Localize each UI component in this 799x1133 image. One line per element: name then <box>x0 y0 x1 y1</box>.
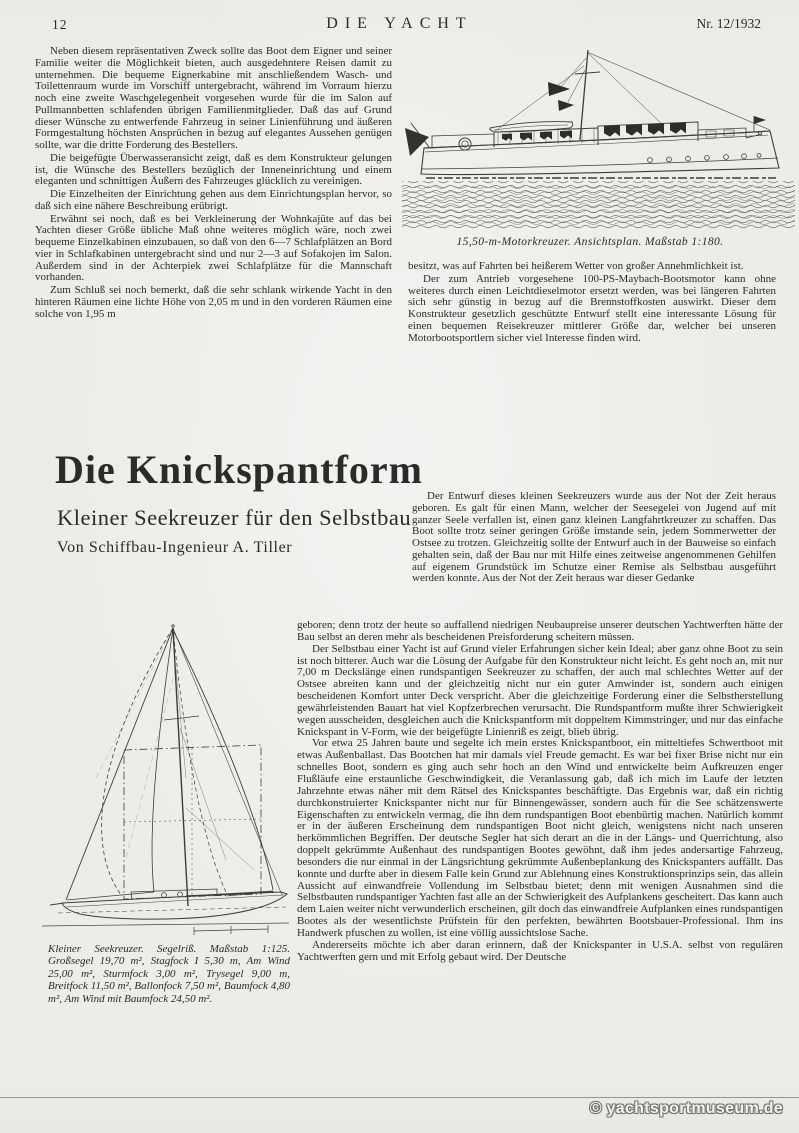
sail-plan-drawing <box>36 608 296 940</box>
paragraph: Zum Schluß sei noch bemerkt, daß die sehr schlank wirkende Yacht in den hinteren Räumen eine lichte Höhe von 2,05 m und in den vorderen Räumen eine solche von 1,95 m <box>35 284 392 320</box>
magazine-title: DIE YACHT <box>326 15 473 32</box>
article-subtitle: Kleiner Seekreuzer für den Selbstbau <box>57 505 412 530</box>
paragraph: Die beigefügte Überwasseransicht zeigt, daß es dem Konstrukteur gelungen ist, die Wünsche des Bestellers bezüglich der Inneneinrichtung und einem eleganten und schnittigen Äußern des Fahrzeuges glücklich zu vereinigen. <box>35 151 392 188</box>
page-bottom-rule <box>0 1097 799 1098</box>
issue-number: Nr. 12/1932 <box>696 16 761 31</box>
motor-cruiser-drawing <box>402 44 795 232</box>
article-body <box>297 620 783 963</box>
article-byline: Von Schiffbau-Ingenieur A. Tiller <box>57 539 293 556</box>
sail-plan-illustration <box>36 608 296 940</box>
paragraph: Der Entwurf dieses kleinen Seekreuzers wurde aus der Not der Zeit heraus geboren. Es galt für einen Mann, welcher der Seesegelei von Jugend auf mit ganzer Seele verfallen ist, einen ganz kleinen Langfahrtkreuzer zu schaffen. Das Boot sollte trotz seiner geringen Größe imstande sein, jedem Sommerwetter der Ostsee zu trotzen. Gleichzeitig sollte der Entwurf auch in der Bauweise so einfach gehalten sein, daß der Bau nur mit Hilfe eines zeitweise angenommenen Gehilfen auf eigenem Grundstück im Schutze einer Remise als Selbstbau ausgeführt werden konnte. Aus der Not der Zeit heraus war dieser Gedanke <box>412 490 776 585</box>
motor-article-right-column <box>408 261 776 345</box>
paragraph: besitzt, was auf Fahrten bei heißerem Wetter von großer Annehmlichkeit ist. <box>408 260 744 272</box>
paragraph: Die Einzelheiten der Einrichtung gehen aus dem Einrichtungsplan hervor, so daß sich eine nähere Beschreibung erübrigt. <box>35 188 392 212</box>
paragraph: Der zum Antrieb vorgesehene 100-PS-Maybach-Bootsmotor kann ohne weiteres durch einen Leichtdieselmotor ersetzt werden, was bei längeren Fahrten sich sehr günstig in bezug auf die Brennstoffkosten auswirkt. Dieser dem Konstrukteur gesetzlich geschützte Entwurf stellt eine interessante Lösung für einen bequemen Reisekreuzer mittlerer Größe dar, welcher bei unseren Motorbootsportlern sicher viel Interesse finden wird. <box>408 272 776 344</box>
watermark: © yachtsportmuseum.de <box>589 1100 783 1117</box>
sail-plan-figure-caption: Kleiner Seekreuzer. Segelriß. Maßstab 1:125. Großsegel 19,70 m², Stagfock I 5,30 m, Am Wind 25,00 m², Sturmfock 3,00 m², Trysegel 9,00 m, Breitfock 11,50 m², Ballonfock 7,50 m², Baumfock 4,80 m², Am Wind mit Baumfock 24,50 m². <box>48 943 290 1005</box>
article-title: Die Knickspantform <box>55 447 423 492</box>
motor-cruiser-figure-caption: 15,50-m-Motorkreuzer. Ansichtsplan. Maßstab 1:180. <box>456 236 724 248</box>
paragraph: Erwähnt sei noch, daß es bei Verkleinerung der Wohnkajüte auf das bei Yachten dieser Größe übliche Maß ohne weiteres möglich wäre, noch zwei bequeme Einzelkabinen einzubauen, so daß von den 6—7 Schlafplätzen an Bord vier in Schlafkabinen untergebracht sind und nur 2—3 auf Sofakojen im Salon. Außerdem sind in der Achterpiek zwei Schlafplätze für die Mannschaft vorhanden. <box>35 212 392 284</box>
paragraph: Andererseits möchte ich aber daran erinnern, daß der Knickspanter in U.S.A. selbst von regulären Yachtwerften gern und mit Erfolg gebaut wird. Der Deutsche <box>297 938 783 963</box>
motor-article-left-column <box>35 46 392 321</box>
paragraph: Neben diesem repräsentativen Zweck sollte das Boot dem Eigner und seiner Familie weiter die Möglichkeit bieten, auch ausgedehntere Reisen damit zu unternehmen. Die bequeme Eignerkabine mit anschließendem Wasch- und Toilettenraum wurde im Vorschiff untergebracht, während im Vorraum hierzu noch eine zweite Waschgelegenheit vorgesehen wurde für die im Salon auf Pullmannbetten schlafenden übrigen Familienmitglieder. Daß das auf Grund dieser Wünsche zu entwerfende Fahrzeug in seiner Linienführung und äußeren Formgestaltung höchsten Ansprüchen in bezug auf elegantes Aussehen genügen sollte, war die dritte Forderung des Bestellers. <box>35 45 392 151</box>
paragraph: Vor etwa 25 Jahren baute und segelte ich mein erstes Knickspantboot, ein mitteltiefes Schwertboot mit etwas Außenballast. Das Bootchen hat mir damals viel Freude gemacht. Es war bei fixer Brise nicht nur ein schnelles Boot, sondern es ging auch sehr hoch an den Wind und entwickelte beim Aufkreuzen enger Flußläufe eine erstaunliche Geschwindigkeit, die Veranlassung gab, daß ich mich im Laufe der letzten Jahrzehnte etwas näher mit dem Rätsel des Knickspantes beschäftigte. Das Ergebnis war, daß ein richtig durchkonstruierter Knickspanter nicht nur für Binnengewässer, sondern auch für die See schätzenswerte Eigenschaften zu entwickeln vermag, die ihn dem rundspantigen Boot ebenbürtig machen. Natürlich kommt er in der äußeren Erscheinung dem rundspantigen Boot nicht gleich, wenigstens nicht nach unseren herkömmlichen Begriffen. Der deutsche Segler hat sich derart an die in der Längs- und Querrichtung, also doppelt gekrümmte Außenhaut des rundspantigen Bootes gewöhnt, daß ihm jedes andersartige Fahrzeug, besonders die nur einmal in der Längsrichtung gekrümmte Außenbeplankung des Knickspanters auffällt. Das konnte und durfte aber in diesem Falle kein Grund zur Ablehnung eines Konstruktionsprinzips sein, das allein Aussicht auf einwandfreie Vollendung im Selbstbau bietet; denn mit wenigen Ausnahmen sind die Selbstbauten rundspantiger Yachten fast alle an der Schwierigkeit des Aufplankens gescheitert. Das kann auch dem Laien weiter nicht verwunderlich erscheinen, gilt doch das einwandfreie Aufplanken eines rundspantigen Bootes als der wesentlichste Prüfstein für den perfekten, bewährten Bootsbauer-Professional. Ihm ins Handwerk pfuschen zu wollen, ist eine völlig aussichtslose Sache. <box>297 737 783 939</box>
page-number: 12 <box>52 17 68 32</box>
paragraph: geboren; denn trotz der heute so auffallend niedrigen Neubaupreise unserer deutschen Yachtwerften hätte der Bau selbst an deren mehr als bescheidenen Preisforderung scheitern müssen. <box>297 619 783 643</box>
article-intro-column <box>412 491 776 586</box>
paragraph: Der Selbstbau einer Yacht ist auf Grund vieler Erfahrungen sicher kein Ideal; aber ganz ohne Boot zu sein ist noch bitterer. Auch war die Lösung der Aufgabe für den Konstrukteur nicht leicht. Es geht noch an, mit nur 7,00 m Deckslänge einen rundspantigen Seekreuzer zu schaffen, der auch mal schlechtes Wetter auf der Ostsee abreiten kann und der gleichzeitig nicht nur ein guter Amwinder ist, sondern auch einigen bescheidenen Komfort unter Deck verspricht. Aber die gleichzeitige Forderung einer die Selbstherstellung gewährleistenden Bauart hat viel Kopfzerbrechen verursacht. Die Rundspantform mußte ihrer Schwierigkeit wegen ausscheiden, desgleichen auch die Knickspantform mit doppeltem Kimmstringer, und nur das einfache Knickspant in V-Form, wie der beigefügte Linienriß es zeigt, blieb übrig. <box>297 642 783 738</box>
motor-cruiser-illustration <box>402 44 795 232</box>
